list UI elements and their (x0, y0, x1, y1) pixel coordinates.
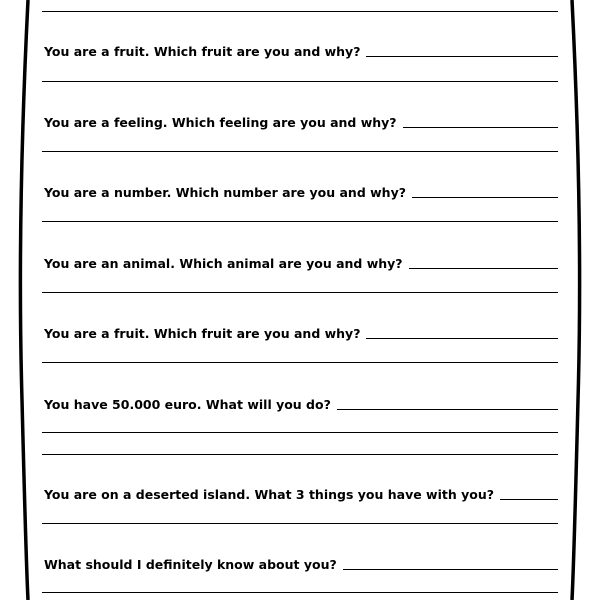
answer-line[interactable] (42, 11, 558, 12)
answer-blank[interactable] (403, 127, 558, 128)
answer-blank[interactable] (500, 499, 558, 500)
answer-line[interactable] (42, 592, 558, 593)
answer-blank[interactable] (337, 409, 558, 410)
answer-blank[interactable] (412, 197, 558, 198)
question-know-about-you (44, 557, 558, 573)
answer-blank[interactable] (343, 569, 558, 570)
question-text: You are a feeling. Which feeling are you and why? (44, 115, 397, 130)
answer-line[interactable] (42, 81, 558, 82)
question-text: You are on a deserted island. What 3 things you have with you? (44, 487, 494, 502)
question-text: What should I definitely know about you? (44, 557, 337, 572)
answer-line[interactable] (42, 362, 558, 363)
question-text: You are a fruit. Which fruit are you and why? (44, 44, 361, 59)
answer-line[interactable] (42, 454, 558, 455)
question-fruit (44, 44, 558, 60)
question-text: You are a fruit. Which fruit are you and why? (44, 326, 361, 341)
question-animal (44, 256, 558, 272)
question-island (44, 487, 558, 503)
answer-blank[interactable] (366, 338, 558, 339)
question-money (44, 397, 558, 413)
answer-line[interactable] (42, 523, 558, 524)
question-number (44, 185, 558, 201)
answer-line[interactable] (42, 432, 558, 433)
answer-blank[interactable] (409, 268, 558, 269)
answer-blank[interactable] (366, 56, 558, 57)
answer-line[interactable] (42, 292, 558, 293)
question-fruit-repeat (44, 326, 558, 342)
question-text: You have 50.000 euro. What will you do? (44, 397, 331, 412)
answer-line[interactable] (42, 221, 558, 222)
answer-line[interactable] (42, 151, 558, 152)
question-text: You are an animal. Which animal are you and why? (44, 256, 403, 271)
question-text: You are a number. Which number are you and why? (44, 185, 406, 200)
question-feeling (44, 115, 558, 131)
